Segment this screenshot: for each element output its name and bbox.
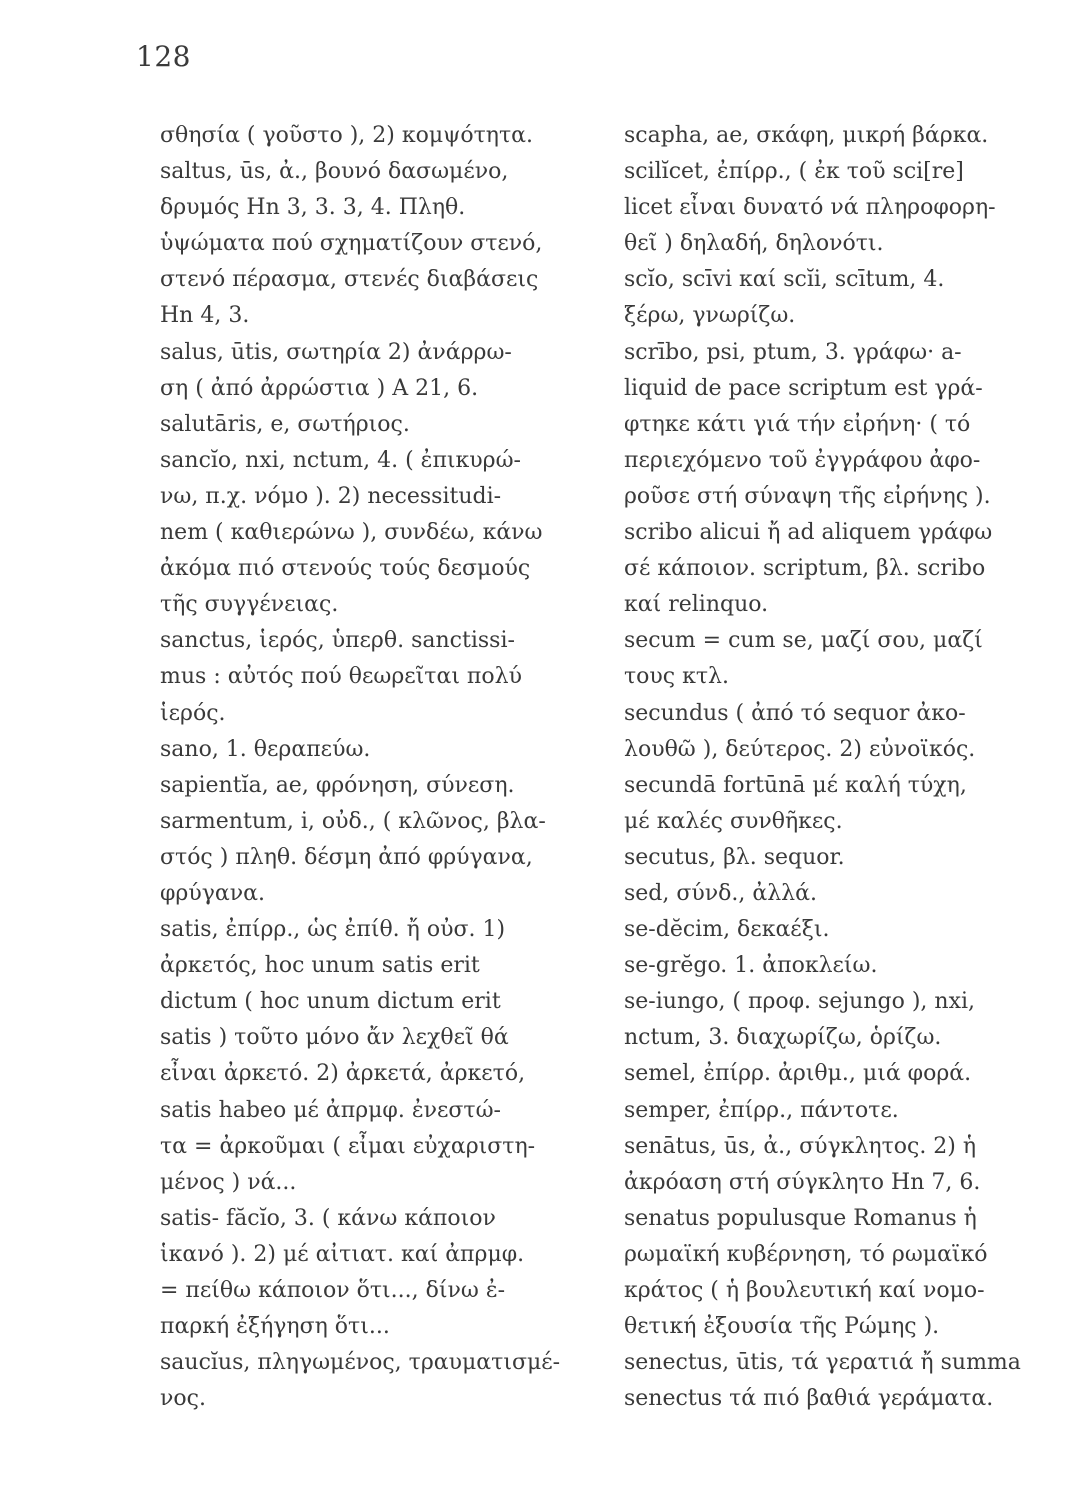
dictionary-line: senectus τά πιό βαθιά γεράματα. — [624, 1386, 994, 1412]
dictionary-line: εἶναι ἀρκετό. 2) ἀρκετά, ἀρκετό, — [160, 1061, 526, 1087]
dictionary-line: se-grĕgo. 1. ἀποκλείω. — [624, 953, 878, 979]
dictionary-line: τῆς συγγένειας. — [160, 592, 339, 618]
dictionary-line: satis, ἐπίρρ., ὡς ἐπίθ. ἤ οὐσ. 1) — [160, 917, 506, 943]
dictionary-line: στενό πέρασμα, στενές διαβάσεις — [160, 267, 539, 293]
dictionary-line: ἀκόμα πιό στενούς τούς δεσμούς — [160, 556, 531, 582]
dictionary-line: φτηκε κάτι γιά τήν εἰρήνη· ( τό — [624, 411, 971, 437]
dictionary-line: ἱερός. — [160, 700, 226, 726]
right-column — [624, 118, 1064, 1417]
dictionary-line: Hn 4, 3. — [160, 303, 250, 329]
dictionary-line: σθησία ( γοῦστο ), 2) κομψότητα. — [160, 123, 534, 148]
dictionary-line: θετική ἐξουσία τῆς Ρώμης ). — [624, 1314, 940, 1340]
dictionary-line: τα = ἀρκοῦμαι ( εἶμαι εὐχαριστη- — [160, 1133, 536, 1159]
dictionary-line: κράτος ( ἡ βουλευτική καί νομο- — [624, 1278, 985, 1303]
dictionary-line: σέ κάποιον. scriptum, βλ. scribo — [624, 556, 986, 582]
dictionary-line: sanctus, ἱερός, ὑπερθ. sanctissi- — [160, 628, 515, 654]
dictionary-line: περιεχόμενο τοῦ ἐγγράφου ἀφο- — [624, 447, 981, 473]
dictionary-line: satis ) τοῦτο μόνο ἄν λεχθεῖ θά — [160, 1025, 509, 1051]
dictionary-line: saltus, ūs, ἀ., βουνό δασωμένο, — [160, 159, 509, 185]
dictionary-line: nctum, 3. διαχωρίζω, ὁρίζω. — [624, 1025, 942, 1051]
dictionary-line: nem ( καθιερώνω ), συνδέω, κάνω — [160, 520, 543, 546]
left-column — [160, 118, 600, 1417]
dictionary-line: μέ καλές συνθῆκες. — [624, 808, 843, 834]
dictionary-line: ξέρω, γνωρίζω. — [624, 303, 796, 329]
dictionary-line: μένος ) νά... — [160, 1169, 297, 1195]
dictionary-line: ἱκανό ). 2) μέ αἰτιατ. καί ἀπρμφ. — [160, 1241, 525, 1267]
dictionary-line: ὑψώματα πού σχηματίζουν στενό, — [160, 231, 543, 257]
dictionary-line: sapientĭa, ae, φρόνηση, σύνεση. — [160, 772, 515, 798]
dictionary-line: δρυμός Hn 3, 3. 3, 4. Πληθ. — [160, 195, 466, 221]
dictionary-line: ἀρκετός, hoc unum satis erit — [160, 953, 480, 979]
dictionary-line: se-iungo, ( προφ. sejungo ), nxi, — [624, 989, 976, 1015]
dictionary-line: secundus ( ἀπό τό sequor ἀκο- — [624, 700, 966, 726]
dictionary-line: secundā fortūnā μέ καλή τύχη, — [624, 772, 967, 798]
dictionary-line: scilĭcet, ἐπίρρ., ( ἐκ τοῦ sci[re] — [624, 159, 964, 185]
dictionary-line: φρύγανα. — [160, 880, 265, 906]
dictionary-line: παρκή ἐξήγηση ὅτι... — [160, 1314, 390, 1340]
dictionary-line: senatus populusque Romanus ἡ — [624, 1205, 977, 1231]
dictionary-line: secutus, βλ. sequor. — [624, 844, 845, 870]
dictionary-line: licet εἶναι δυνατό νά πληροφορη- — [624, 195, 996, 221]
dictionary-line: ρωμαϊκή κυβέρνηση, τό ρωμαϊκό — [624, 1241, 988, 1267]
dictionary-line: mus : αὐτός πού θεωρεῖται πολύ — [160, 664, 522, 690]
dictionary-line: liquid de pace scriptum est γρά- — [624, 375, 983, 401]
dictionary-line: ἀκρόαση στή σύγκλητο Hn 7, 6. — [624, 1169, 981, 1195]
dictionary-line: ση ( ἀπό ἀρρώστια ) A 21, 6. — [160, 375, 479, 401]
dictionary-line: sano, 1. θεραπεύω. — [160, 736, 371, 762]
dictionary-line: sancĭo, nxi, nctum, 4. ( ἐπικυρώ- — [160, 447, 521, 473]
dictionary-line: ροῦσε στή σύναψη τῆς εἰρήνης ). — [624, 483, 991, 509]
dictionary-line: νω, π.χ. νόμο ). 2) necessitudi- — [160, 483, 502, 509]
dictionary-line: senātus, ūs, ἀ., σύγκλητος. 2) ἡ — [624, 1133, 977, 1159]
dictionary-line: sarmentum, i, οὐδ., ( κλῶνος, βλα- — [160, 808, 546, 834]
dictionary-line: νος. — [160, 1386, 206, 1412]
dictionary-line: satis- făcĭo, 3. ( κάνω κάποιον — [160, 1205, 496, 1231]
dictionary-line: se-dĕcim, δεκαέξι. — [624, 917, 830, 943]
dictionary-line: secum = cum se, μαζί σου, μαζί — [624, 628, 983, 654]
dictionary-line: saucĭus, πληγωμένος, τραυματισμέ- — [160, 1350, 561, 1376]
dictionary-line: τους κτλ. — [624, 664, 729, 690]
dictionary-line: scribo alicui ἤ ad aliquem γράφω — [624, 520, 993, 546]
dictionary-line: scrībo, psi, ptum, 3. γράφω· a- — [624, 339, 962, 365]
dictionary-line: = πείθω κάποιον ὅτι..., δίνω ἐ- — [160, 1278, 506, 1303]
dictionary-line: λουθῶ ), δεύτερος. 2) εὐνοϊκός. — [624, 736, 976, 762]
dictionary-line: satis habeo μέ ἀπρμφ. ἐνεστώ- — [160, 1097, 501, 1123]
dictionary-line: salutāris, e, σωτήριος. — [160, 411, 410, 437]
dictionary-line: dictum ( hoc unum dictum erit — [160, 989, 501, 1015]
page-number: 128 — [136, 40, 191, 73]
dictionary-line: sed, σύνδ., ἀλλά. — [624, 880, 817, 906]
dictionary-line: senectus, ūtis, τά γερατιά ἤ summa — [624, 1350, 1021, 1376]
dictionary-line: semper, ἐπίρρ., πάντοτε. — [624, 1097, 899, 1123]
dictionary-line: στός ) πληθ. δέσμη ἀπό φρύγανα, — [160, 844, 533, 870]
dictionary-line: scĭo, scīvi καί scĭi, scītum, 4. — [624, 267, 945, 293]
dictionary-line: θεῖ ) δηλαδή, δηλονότι. — [624, 231, 884, 257]
dictionary-line: scapha, ae, σκάφη, μικρή βάρκα. — [624, 123, 989, 148]
dictionary-line: semel, ἐπίρρ. ἀριθμ., μιά φορά. — [624, 1061, 972, 1087]
dictionary-line: καί relinquo. — [624, 592, 769, 618]
dictionary-line: salus, ūtis, σωτηρία 2) ἀνάρρω- — [160, 339, 512, 365]
